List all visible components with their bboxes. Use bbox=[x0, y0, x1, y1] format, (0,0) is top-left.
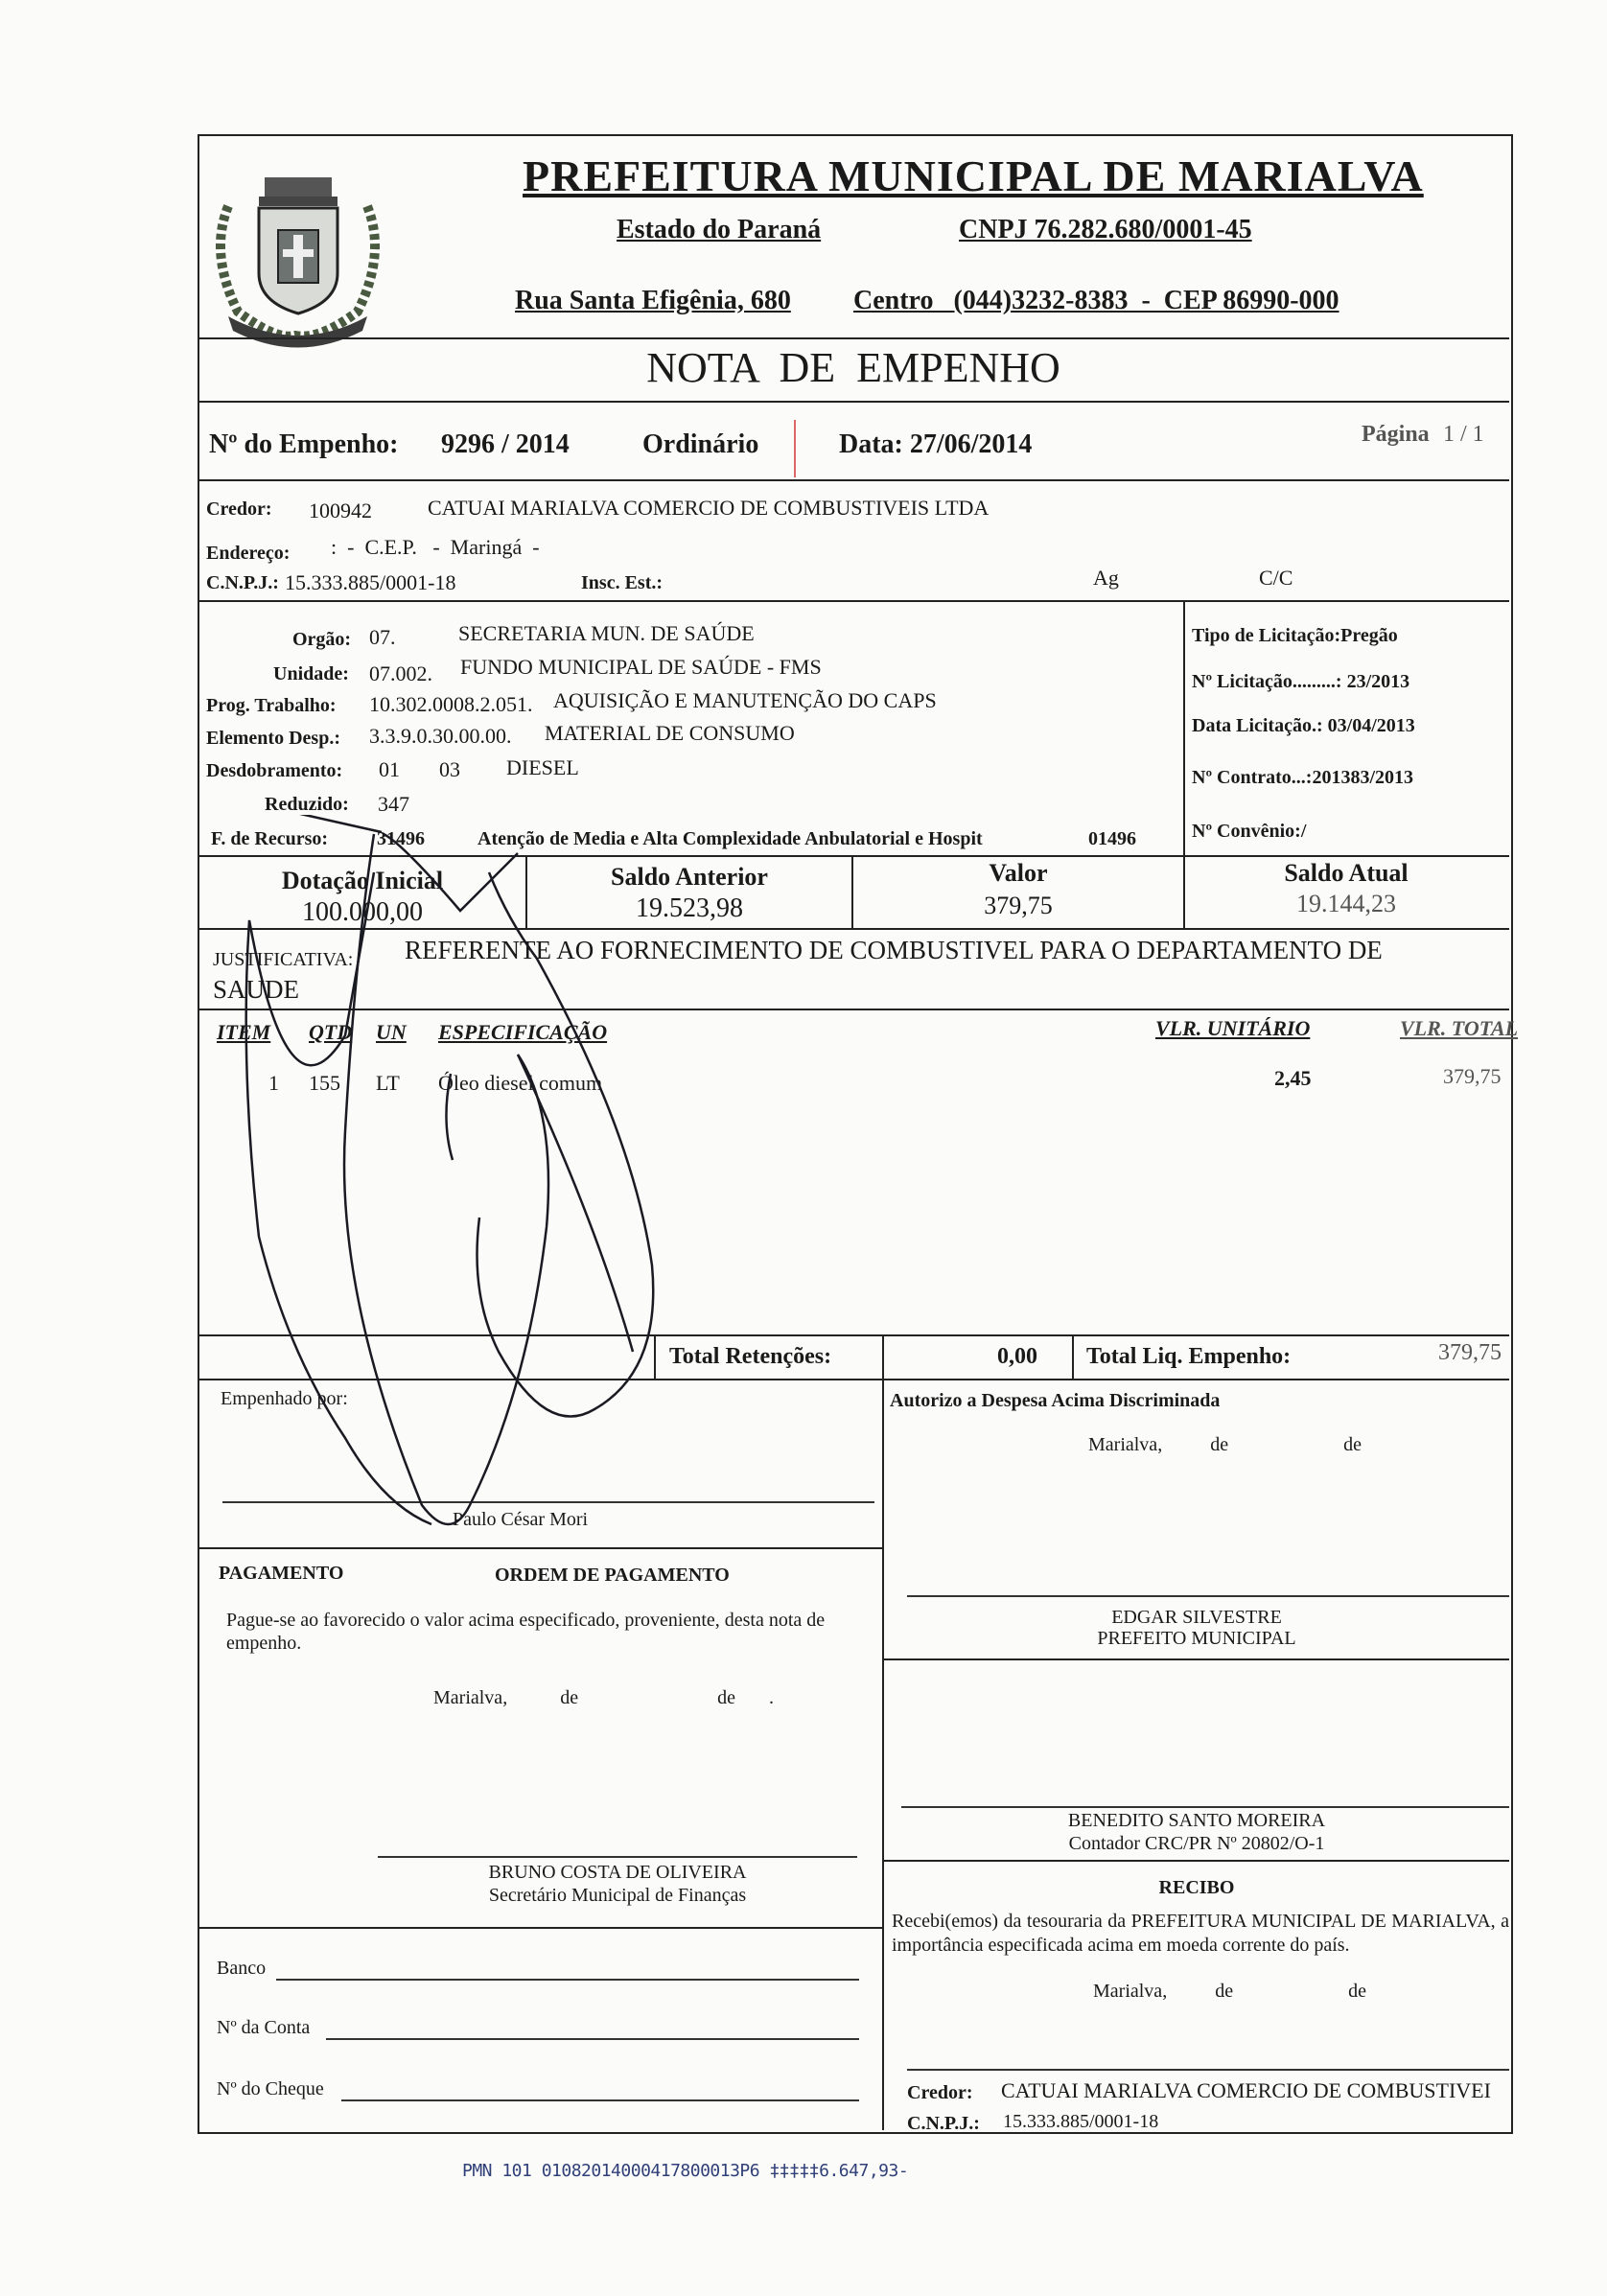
address-contact: Centro (044)3232-8383 - CEP 86990-000 bbox=[853, 286, 1339, 315]
elemento-name: MATERIAL DE CONSUMO bbox=[545, 721, 795, 745]
conta-field-line bbox=[326, 2038, 859, 2040]
saldo-anterior-label: Saldo Anterior bbox=[611, 863, 768, 891]
pagamento-label: PAGAMENTO bbox=[219, 1563, 344, 1584]
empenho-date: Data: 27/06/2014 bbox=[839, 429, 1033, 459]
cnpj-header: CNPJ 76.282.680/0001-45 bbox=[959, 215, 1252, 244]
qtd-col-header: QTD bbox=[309, 1020, 353, 1044]
recibo-label: RECIBO bbox=[1158, 1877, 1235, 1898]
credor-label: Credor: bbox=[206, 499, 272, 520]
dotacao-inicial-value: 100.000,00 bbox=[302, 897, 423, 927]
secretario-title: Secretário Municipal de Finanças bbox=[488, 1885, 747, 1906]
contador-title: Contador CRC/PR Nº 20802/O-1 bbox=[1068, 1833, 1325, 1854]
secretario-name: BRUNO COSTA DE OLIVEIRA bbox=[488, 1862, 747, 1883]
tipo-licitacao: Tipo de Licitação:Pregão bbox=[1192, 625, 1398, 646]
prefeito-name: EDGAR SILVESTRE bbox=[1111, 1607, 1282, 1628]
data-licitacao: Data Licitação.: 03/04/2013 bbox=[1192, 715, 1415, 736]
unidade-name: FUNDO MUNICIPAL DE SAÚDE - FMS bbox=[460, 655, 822, 679]
divider bbox=[198, 401, 1509, 403]
conta-label: Nº da Conta bbox=[217, 2017, 311, 2038]
total-value-col-header: VLR. TOTAL bbox=[1400, 1016, 1519, 1040]
numero-convenio: Nº Convênio:/ bbox=[1192, 821, 1307, 842]
dotacao-inicial-label: Dotação Inicial bbox=[281, 867, 444, 894]
saldo-atual-value: 19.144,23 bbox=[1296, 890, 1396, 917]
empenhado-por-label: Empenhado por: bbox=[221, 1388, 348, 1409]
item-total-value: 379,75 bbox=[1443, 1064, 1502, 1088]
credor-name: CATUAI MARIALVA COMERCIO DE COMBUSTIVEIS LTDA bbox=[428, 496, 990, 520]
especificacao-col-header: ESPECIFICAÇÃO bbox=[438, 1020, 608, 1044]
autoriza-city-date: Marialva, de de bbox=[1088, 1434, 1362, 1455]
empenho-type: Ordinário bbox=[642, 429, 759, 459]
address-street: Rua Santa Efigênia, 680 bbox=[515, 286, 791, 315]
saldo-atual-label: Saldo Atual bbox=[1284, 859, 1409, 887]
page-value: 1 / 1 bbox=[1443, 422, 1484, 447]
recibo-credor-name: CATUAI MARIALVA COMERCIO DE COMBUSTIVEI bbox=[1001, 2078, 1491, 2102]
total-liquido-value: 379,75 bbox=[1438, 1340, 1502, 1365]
account-label: C/C bbox=[1259, 566, 1293, 590]
saldo-anterior-value: 19.523,98 bbox=[636, 893, 743, 923]
item-col-header: ITEM bbox=[217, 1020, 271, 1044]
divider bbox=[882, 1379, 884, 2130]
municipal-coat-of-arms bbox=[199, 149, 396, 350]
recibo-cnpj-value: 15.333.885/0001-18 bbox=[1003, 2111, 1159, 2132]
insc-est-label: Insc. Est.: bbox=[581, 572, 664, 593]
total-retencoes-label: Total Retenções: bbox=[669, 1344, 832, 1369]
credor-code: 100942 bbox=[309, 499, 372, 522]
prefeito-title: PREFEITO MUNICIPAL bbox=[1097, 1628, 1296, 1649]
divider bbox=[794, 420, 796, 477]
item-number: 1 bbox=[268, 1071, 279, 1095]
contador-name: BENEDITO SANTO MOREIRA bbox=[1067, 1810, 1326, 1831]
unidade-code: 07.002. bbox=[369, 661, 432, 685]
endereco-label: Endereço: bbox=[206, 543, 291, 564]
endereco-value: : - C.E.P. - Maringá - bbox=[331, 535, 540, 559]
elemento-label: Elemento Desp.: bbox=[206, 728, 340, 749]
orgao-label: Orgão: bbox=[292, 629, 352, 650]
pagamento-city-date: Marialva, de de . bbox=[433, 1687, 774, 1708]
signature-line bbox=[901, 1806, 1509, 1808]
state-name: Estado do Paraná bbox=[617, 215, 822, 244]
desdobramento-a: 01 bbox=[379, 757, 400, 781]
justificativa-line-2: SAUDE bbox=[213, 975, 300, 1004]
banco-label: Banco bbox=[217, 1958, 267, 1979]
recurso-label: F. de Recurso: bbox=[211, 828, 329, 849]
empenho-number: 9296 / 2014 bbox=[441, 429, 570, 459]
empenho-number-label: Nº do Empenho: bbox=[209, 429, 399, 459]
pague-se-text: Pague-se ao favorecido o valor acima especificado, proveniente, desta nota de empenho. bbox=[226, 1610, 826, 1654]
justificativa-label: JUSTIFICATIVA: bbox=[213, 949, 354, 970]
prog-trabalho-name: AQUISIÇÃO E MANUTENÇÃO DO CAPS bbox=[553, 688, 937, 712]
prog-trabalho-label: Prog. Trabalho: bbox=[206, 695, 337, 716]
divider bbox=[882, 1334, 884, 1379]
valor-label: Valor bbox=[989, 859, 1048, 887]
footer-code: PMN 101 01082014000417800013P6 ‡‡‡‡‡6.647,93- bbox=[462, 2161, 909, 2181]
divider bbox=[198, 600, 1509, 602]
orgao-code: 07. bbox=[369, 625, 396, 649]
total-retencoes-value: 0,00 bbox=[997, 1344, 1037, 1369]
desdobramento-b: 03 bbox=[439, 757, 460, 781]
item-unit-value: 2,45 bbox=[1274, 1066, 1312, 1090]
orgao-name: SECRETARIA MUN. DE SAÚDE bbox=[458, 621, 755, 645]
city-hall-title: PREFEITURA MUNICIPAL DE MARIALVA bbox=[523, 151, 1424, 200]
recurso-name: Atenção de Media e Alta Complexidade Anbulatorial e Hospit bbox=[477, 828, 983, 849]
reduzido-value: 347 bbox=[378, 792, 409, 816]
signature-line bbox=[907, 1595, 1509, 1597]
unit-value-col-header: VLR. UNITÁRIO bbox=[1155, 1016, 1311, 1040]
signature-line bbox=[907, 2069, 1509, 2071]
cnpj-value: 15.333.885/0001-18 bbox=[285, 570, 456, 594]
autorizo-label: Autorizo a Despesa Acima Discriminada bbox=[890, 1390, 1221, 1411]
recibo-text: Recebi(emos) da tesouraria da PREFEITURA MUNICIPAL DE MARIALVA, a importância especificada acima em moeda corrente do país. bbox=[892, 1911, 1509, 1956]
reduzido-label: Reduzido: bbox=[265, 794, 349, 815]
cheque-label: Nº do Cheque bbox=[217, 2078, 324, 2099]
item-especificacao: Óleo diesel comum bbox=[438, 1071, 603, 1095]
handwritten-signature bbox=[230, 815, 690, 1572]
cnpj-label: C.N.P.J.: bbox=[206, 572, 279, 593]
empenhado-por-name: Paulo César Mori bbox=[453, 1509, 589, 1530]
item-un: LT bbox=[376, 1071, 400, 1095]
document-title: NOTA DE EMPENHO bbox=[646, 344, 1060, 391]
justificativa-line-1: REFERENTE AO FORNECIMENTO DE COMBUSTIVEL PARA O DEPARTAMENTO DE bbox=[405, 936, 1383, 964]
cheque-field-line bbox=[341, 2099, 859, 2101]
item-qtd: 155 bbox=[309, 1071, 340, 1095]
numero-licitacao: Nº Licitação.........: 23/2013 bbox=[1192, 671, 1410, 692]
valor-value: 379,75 bbox=[984, 892, 1053, 919]
divider bbox=[198, 1927, 882, 1929]
divider bbox=[1072, 1334, 1074, 1379]
divider bbox=[882, 1860, 1509, 1862]
page-label: Página bbox=[1362, 422, 1430, 447]
desdobramento-label: Desdobramento: bbox=[206, 760, 343, 781]
banco-field-line bbox=[276, 1979, 859, 1981]
unidade-label: Unidade: bbox=[273, 663, 349, 684]
prog-trabalho-code: 10.302.0008.2.051. bbox=[369, 692, 533, 716]
recibo-credor-label: Credor: bbox=[907, 2082, 973, 2103]
elemento-code: 3.3.9.0.30.00.00. bbox=[369, 724, 512, 748]
total-liquido-label: Total Liq. Empenho: bbox=[1086, 1344, 1292, 1369]
divider bbox=[198, 479, 1509, 481]
desdobramento-name: DIESEL bbox=[506, 755, 579, 779]
agency-label: Ag bbox=[1093, 566, 1119, 590]
divider bbox=[882, 1658, 1509, 1660]
recibo-cnpj-label: C.N.P.J.: bbox=[907, 2113, 980, 2134]
recibo-city-date: Marialva, de de bbox=[1093, 1981, 1366, 2002]
numero-contrato: Nº Contrato...:201383/2013 bbox=[1192, 767, 1414, 788]
recurso-number: 01496 bbox=[1088, 828, 1136, 849]
divider bbox=[198, 337, 1509, 339]
un-col-header: UN bbox=[376, 1020, 407, 1044]
recurso-code: 31496 bbox=[377, 828, 425, 849]
ordem-pagamento-label: ORDEM DE PAGAMENTO bbox=[495, 1565, 730, 1586]
divider bbox=[1183, 600, 1185, 855]
signature-line bbox=[378, 1856, 857, 1858]
